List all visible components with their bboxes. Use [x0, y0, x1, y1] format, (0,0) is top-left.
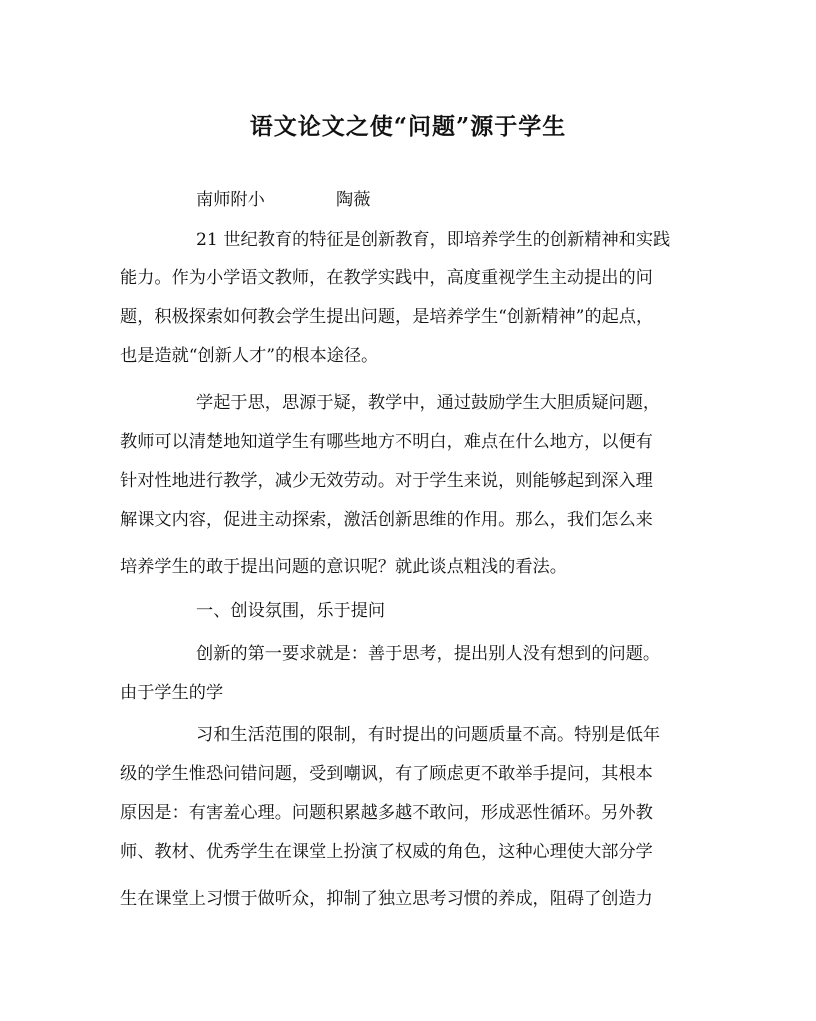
paragraph-line: 学起于思，思源于疑，教学中，通过鼓励学生大胆质疑问题， — [196, 393, 661, 413]
paragraph-line: 师、教材、优秀学生在课堂上扮演了权威的角色，这种心理使大部分学 — [120, 842, 653, 862]
paragraph-line: 原因是：有害羞心理。问题积累越多越不敢问，形成恶性循环。另外教 — [120, 803, 653, 823]
paragraph-line: 21 世纪教育的特征是创新教育，即培养学生的创新精神和实践 — [196, 230, 671, 250]
paragraph-line: 教师可以清楚地知道学生有哪些地方不明白，难点在什么地方，以便有 — [120, 432, 653, 452]
paragraph-line: 解课文内容，促进主动探索，激活创新思维的作用。那么，我们怎么来 — [120, 510, 653, 530]
paragraph-line: 习和生活范围的限制，有时提出的问题质量不高。特别是低年 — [196, 725, 661, 745]
section-heading: 一、创设氛围，乐于提问 — [196, 601, 386, 621]
paragraph-line: 级的学生惟恐问错问题，受到嘲讽，有了顾虑更不敢举手提问，其根本 — [120, 764, 653, 784]
paragraph-line: 题，积极探索如何教会学生提出问题，是培养学生“创新精神”的起点， — [120, 307, 654, 327]
document-title: 语文论文之使“问题”源于学生 — [249, 113, 567, 140]
paragraph-line: 培养学生的敢于提出问题的意识呢？就此谈点粗浅的看法。 — [120, 557, 567, 577]
paragraph-line: 能力。作为小学语文教师，在教学实践中，高度重视学生主动提出的问 — [120, 268, 653, 288]
paragraph-line: 由于学生的学 — [120, 683, 224, 703]
paragraph-line: 生在课堂上习惯于做听众，抑制了独立思考习惯的养成，阻碍了创造力 — [120, 889, 653, 909]
paragraph-line: 创新的第一要求就是：善于思考，提出别人没有想到的问题。 — [196, 644, 661, 664]
author-name: 陶薇 — [336, 190, 371, 210]
paragraph-line: 针对性地进行教学，减少无效劳动。对于学生来说，则能够起到深入理 — [120, 471, 653, 491]
paragraph-line: 也是造就“创新人才”的根本途径。 — [120, 346, 379, 366]
author-organization: 南师附小 — [196, 190, 265, 210]
